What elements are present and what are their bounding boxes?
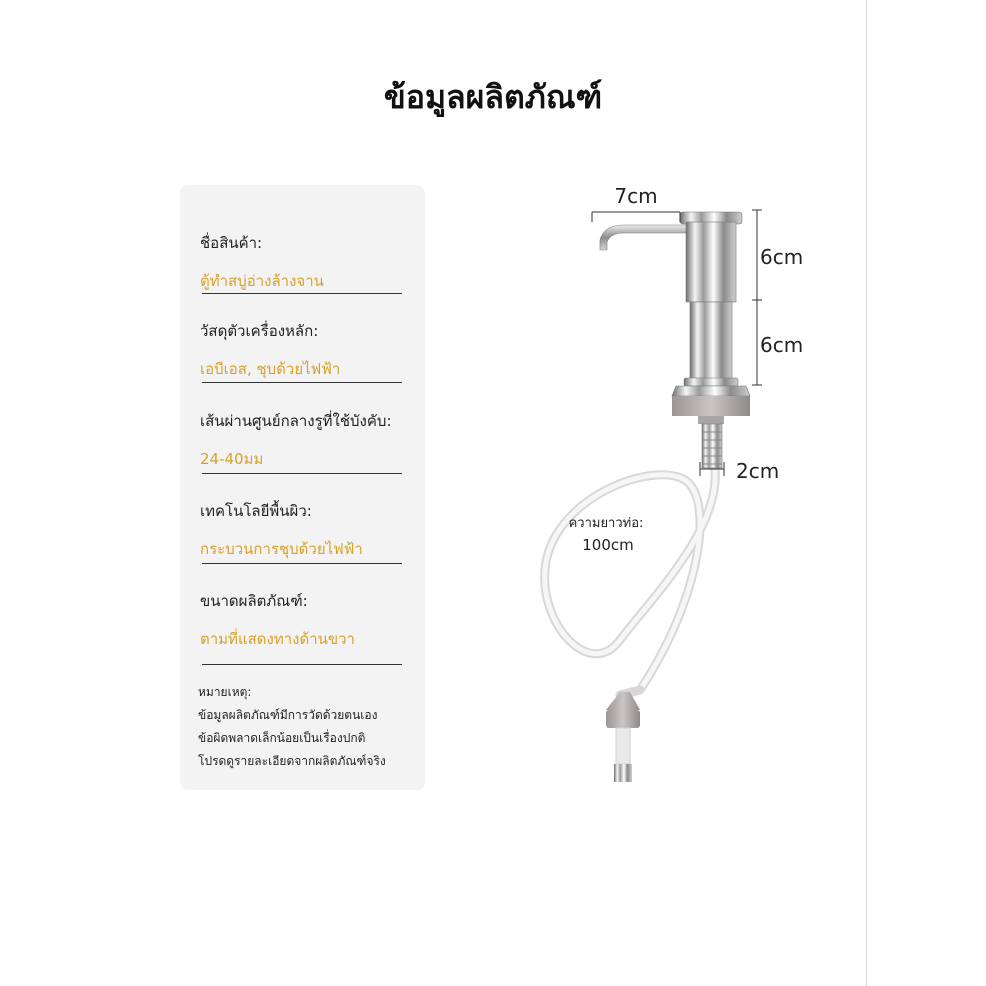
dimension-spout-width: 7cm <box>614 184 658 208</box>
dimension-thread-width: 2cm <box>736 459 780 483</box>
tube-connector-icon <box>606 692 640 782</box>
spec-divider <box>202 293 402 294</box>
dimension-top-height: 6cm <box>760 245 804 269</box>
spec-divider <box>202 563 402 564</box>
spec-surface-tech <box>200 499 405 561</box>
spec-hole-diameter <box>200 409 405 471</box>
note-block <box>198 681 423 773</box>
threaded-shank-icon <box>702 424 722 468</box>
tube-icon <box>545 470 716 695</box>
spec-divider <box>202 664 402 665</box>
base-collar-icon <box>672 396 750 424</box>
note-line: โปรดดูรายละเอียดจากผลิตภัณฑ์จริง <box>198 754 386 768</box>
spec-value: ตามที่แสดงทางด้านขวา <box>200 630 355 648</box>
dimension-lines <box>592 210 762 476</box>
dimension-lower-height: 6cm <box>760 333 804 357</box>
spec-label: ขนาดผลิตภัณฑ์: <box>200 592 308 610</box>
tube-length-label: ความยาวท่อ: <box>568 516 644 531</box>
spout-icon <box>600 225 688 250</box>
spec-product-size <box>200 589 405 651</box>
note-line: ข้อมูลผลิตภัณฑ์มีการวัดด้วยตนเอง <box>198 708 378 722</box>
spec-material <box>200 319 405 381</box>
spec-value: เอบีเอส, ชุบด้วยไฟฟ้า <box>200 360 341 378</box>
spec-value: กระบวนการชุบด้วยไฟฟ้า <box>200 540 363 558</box>
spec-divider <box>202 473 402 474</box>
spec-divider <box>202 382 402 383</box>
note-line: ข้อผิดพลาดเล็กน้อยเป็นเรื่องปกติ <box>198 731 366 745</box>
pump-head-icon <box>672 212 750 396</box>
soap-dispenser-illustration <box>500 170 840 820</box>
right-divider-line <box>866 0 867 986</box>
tube-length-value: 100cm <box>582 536 634 554</box>
spec-value: ตู้ทำสบู่อ่างล้างจาน <box>200 272 324 290</box>
product-figure <box>500 170 840 820</box>
spec-label: ชื่อสินค้า: <box>200 234 263 252</box>
page-title: ข้อมูลผลิตภัณฑ์ <box>383 78 603 116</box>
note-heading: หมายเหตุ: <box>198 685 252 699</box>
spec-product-name <box>200 231 405 293</box>
spec-value: 24-40มม <box>200 450 264 468</box>
spec-label: เทคโนโลยีพื้นผิว: <box>200 502 312 520</box>
spec-label: วัสดุตัวเครื่องหลัก: <box>200 322 319 340</box>
spec-card <box>180 185 425 790</box>
spec-label: เส้นผ่านศูนย์กลางรูที่ใช้บังคับ: <box>200 412 392 430</box>
